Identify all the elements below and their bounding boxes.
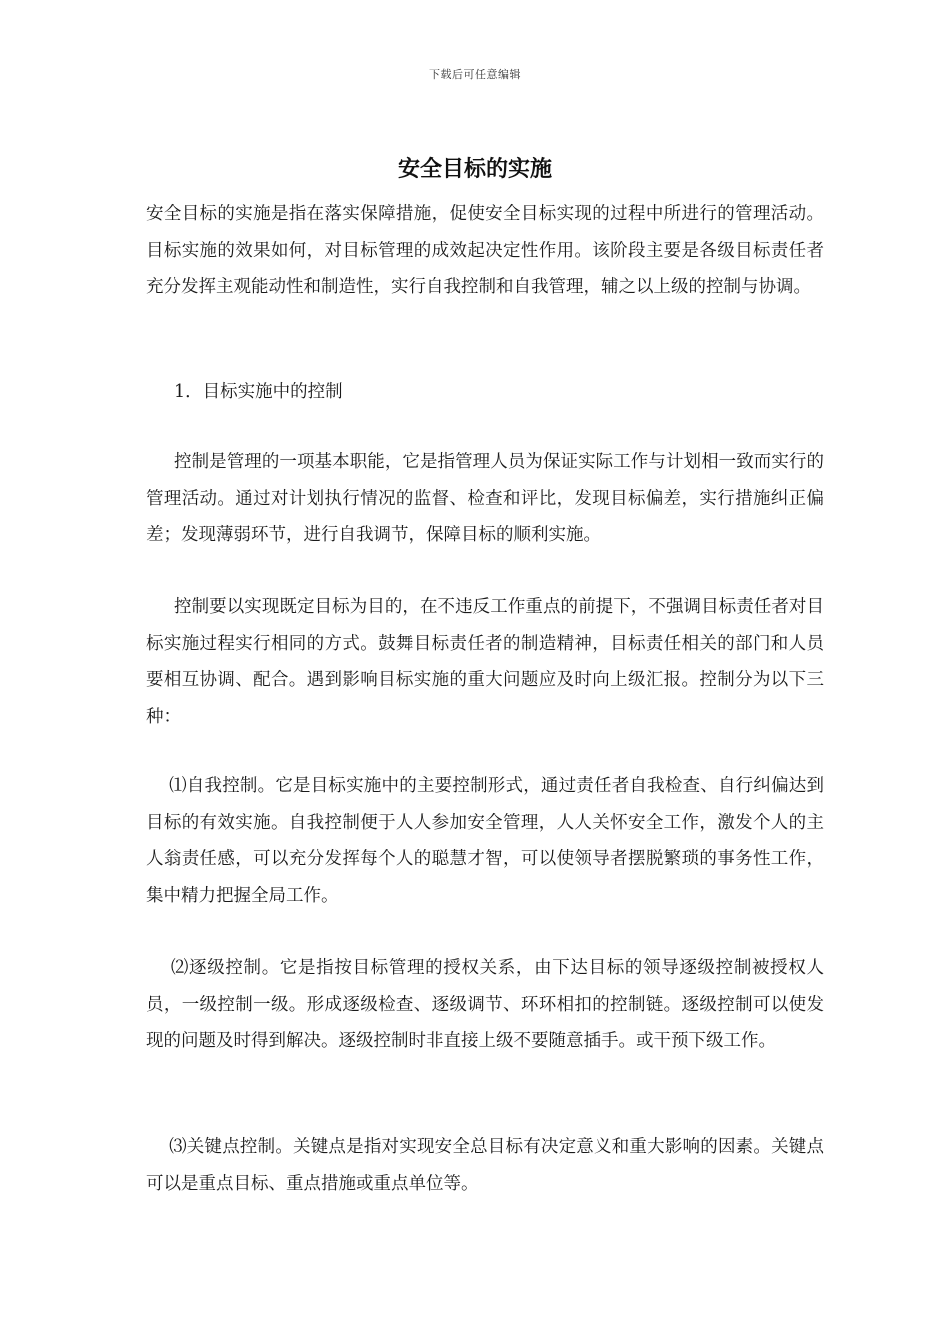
section-heading-control: 1．目标实施中的控制 [174,382,343,402]
self-control-paragraph: ⑴自我控制。它是目标实施中的主要控制形式，通过责任者自我检查、自行纠偏达到目标的有效实施。自我控制便于人人参加安全管理，人人关怀安全工作，激发个人的主人翁责任感，可以充分发挥每个人的聪慧才智，可以使领导者摆脱繁琐的事务性工作，集中精力把握全局工作。 [146,776,824,906]
hierarchical-control-paragraph: ⑵逐级控制。它是指按目标管理的授权关系，由下达目标的领导逐级控制被授权人员，一级控制一级。形成逐级检查、逐级调节、环环相扣的控制链。逐级控制可以使发现的问题及时得到解决。逐级控制时非直接上级不要随意插手。或干预下级工作。 [146,958,824,1051]
key-point-control-paragraph: ⑶关键点控制。关键点是指对实现安全总目标有决定意义和重大影响的因素。关键点可以是重点目标、重点措施或重点单位等。 [146,1137,824,1194]
page-header-note: 下载后可任意编辑 [429,68,521,81]
control-principles-paragraph: 控制要以实现既定目标为目的，在不违反工作重点的前提下，不强调目标责任者对目标实施过程实行相同的方式。鼓舞目标责任者的制造精神，目标责任相关的部门和人员要相互协调、配合。遇到影响目标实施的重大问题应及时向上级汇报。控制分为以下三种： [146,597,824,727]
intro-paragraph: 安全目标的实施是指在落实保障措施，促使安全目标实现的过程中所进行的管理活动。目标实施的效果如何，对目标管理的成效起决定性作用。该阶段主要是各级目标责任者充分发挥主观能动性和制造性，实行自我控制和自我管理，辅之以上级的控制与协调。 [146,204,824,297]
control-definition-paragraph: 控制是管理的一项基本职能，它是指管理人员为保证实际工作与计划相一致而实行的管理活动。通过对计划执行情况的监督、检查和评比，发现目标偏差，实行措施纠正偏差；发现薄弱环节，进行自我调节，保障目标的顺利实施。 [146,452,824,545]
document-title: 安全目标的实施 [397,156,552,182]
